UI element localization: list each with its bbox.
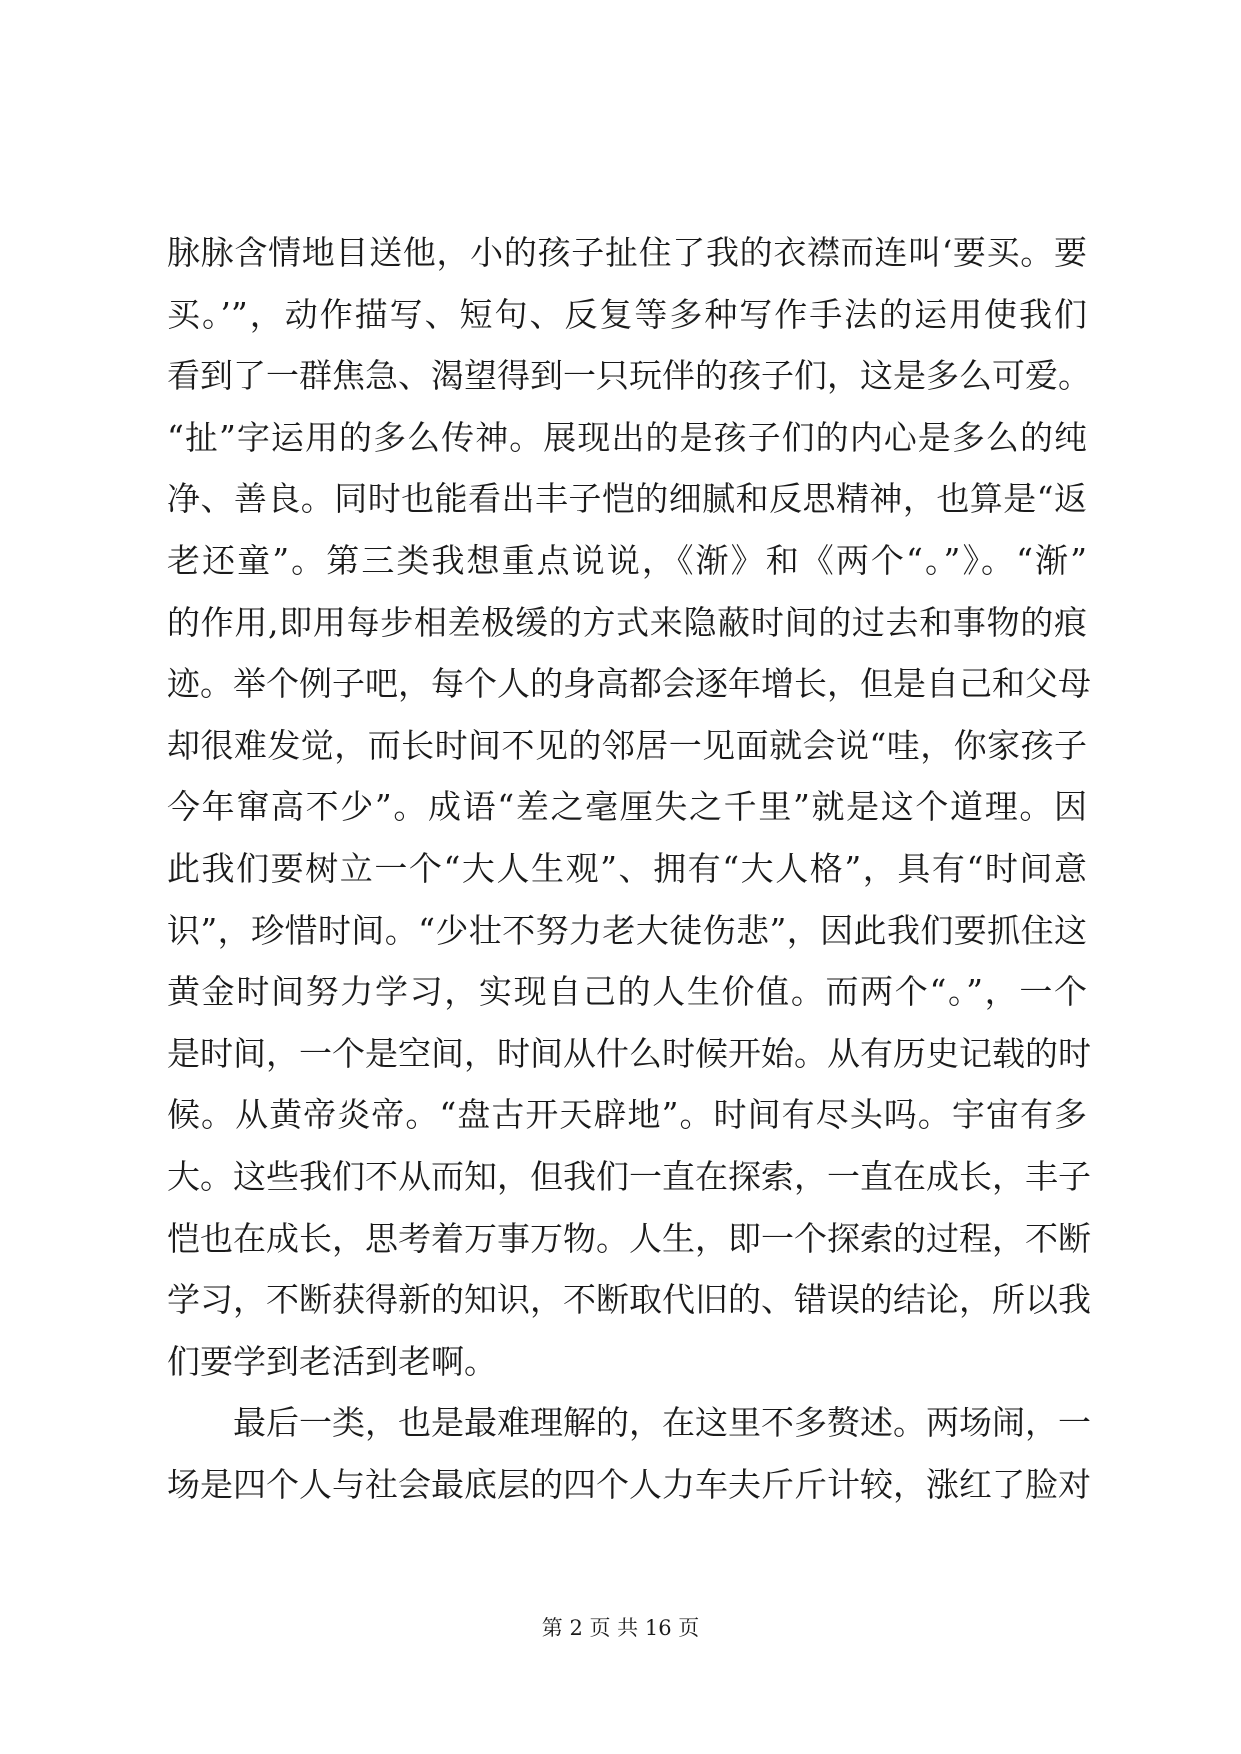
text-line: 大。这些我们不从而知，但我们一直在探索，一直在成长，丰子 <box>167 1156 1091 1196</box>
text-line: 是时间，一个是空间，时间从什么时候开始。从有历史记载的时 <box>167 1033 1091 1073</box>
text-line: 脉脉含情地目送他，小的孩子扯住了我的衣襟而连叫‘要买。要 <box>167 233 1087 272</box>
text-line: 净、善良。同时也能看出丰子恺的细腻和反思精神，也算是“返 <box>167 479 1087 519</box>
text-line: 黄金时间努力学习，实现自己的人生价值。而两个“。”，一个 <box>167 972 1087 1012</box>
text-line: 候。从黄帝炎帝。“盘古开天辟地”。时间有尽头吗。宇宙有多 <box>167 1095 1087 1135</box>
text-line: 买。’”，动作描写、短句、反复等多种写作手法的运用使我们 <box>167 294 1087 334</box>
text-line: 的作用,即用每步相差极缓的方式来隐蔽时间的过去和事物的痕 <box>167 602 1087 642</box>
text-line: 学习，不断获得新的知识，不断取代旧的、错误的结论，所以我 <box>167 1280 1091 1320</box>
text-line: 此我们要树立一个“大人生观”、拥有“大人格”，具有“时间意 <box>167 848 1087 888</box>
text-line: 看到了一群焦急、渴望得到一只玩伴的孩子们，这是多么可爱。 <box>167 356 1091 396</box>
text-line: 恺也在成长，思考着万事万物。人生，即一个探索的过程，不断 <box>167 1218 1091 1258</box>
body-text <box>167 222 1091 1515</box>
text-line: 们要学到老活到老啊。 <box>167 1341 497 1381</box>
text-line: 场是四个人与社会最底层的四个人力车夫斤斤计较，涨红了脸对 <box>167 1464 1091 1504</box>
page-footer <box>0 1612 1241 1642</box>
text-line: 最后一类，也是最难理解的，在这里不多赘述。两场闹，一 <box>233 1403 1091 1443</box>
text-line: 今年窜高不少”。成语“差之毫厘失之千里”就是这个道理。因 <box>167 787 1087 827</box>
page-number: 第 2 页 共 16 页 <box>541 1616 700 1640</box>
text-line: “扯”字运用的多么传神。展现出的是孩子们的内心是多么的纯 <box>167 417 1087 457</box>
text-line: 老还童”。第三类我想重点说说，《渐》和《两个“。”》。“渐” <box>167 540 1087 580</box>
text-line: 迹。举个例子吧，每个人的身高都会逐年增长，但是自己和父母 <box>167 664 1091 704</box>
text-line: 识”，珍惜时间。“少壮不努力老大徒伤悲”，因此我们要抓住这 <box>167 910 1087 950</box>
text-line: 却很难发觉，而长时间不见的邻居一见面就会说“哇，你家孩子 <box>167 725 1087 765</box>
